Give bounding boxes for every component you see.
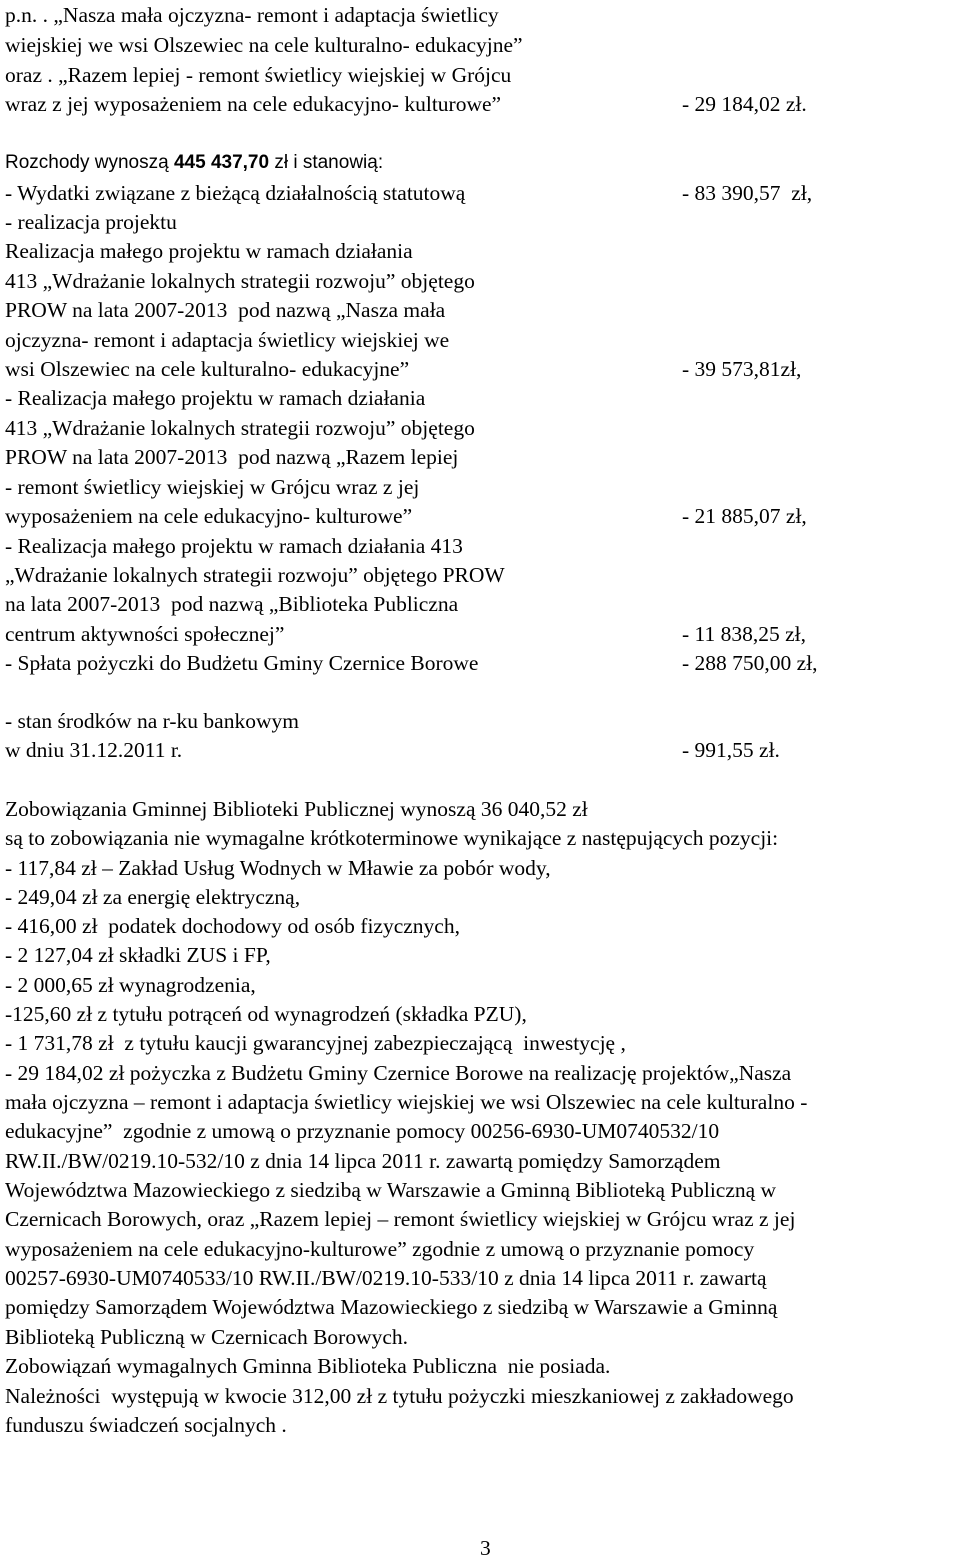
- header-line: p.n. . „Nasza mała ojczyzna- remont i adaptacja świetlicy: [5, 3, 499, 27]
- liability-line: Należności występują w kwocie 312,00 zł z tytułu pożyczki mieszkaniowej z zakładowego: [5, 1384, 794, 1408]
- liability-line: Zobowiązania Gminnej Biblioteki Publicznej wynoszą 36 040,52 zł: [5, 797, 588, 821]
- liability-line: pomiędzy Samorządem Województwa Mazowieckiego z siedzibą w Warszawie a Gminną: [5, 1295, 778, 1319]
- expense-line: Realizacja małego projektu w ramach działania: [5, 239, 413, 263]
- header-line: wraz z jej wyposażeniem na cele edukacyjno- kulturowe”: [5, 92, 502, 116]
- expense-line: na lata 2007-2013 pod nazwą „Biblioteka Publiczna: [5, 592, 459, 616]
- expense-line: - Spłata pożyczki do Budżetu Gminy Czernice Borowe: [5, 651, 479, 675]
- liability-line: Województwa Mazowieckiego z siedzibą w Warszawie a Gminną Biblioteką Publiczną w: [5, 1178, 777, 1202]
- balance-line: - stan środków na r-ku bankowym: [5, 709, 299, 733]
- expense-amount: - 11 838,25 zł,: [682, 622, 807, 646]
- expense-line: - Realizacja małego projektu w ramach działania: [5, 386, 426, 410]
- page-number: 3: [480, 1536, 491, 1560]
- liability-line: wyposażeniem na cele edukacyjno-kulturowe” zgodnie z umową o przyznanie pomocy: [5, 1237, 755, 1261]
- header-line: oraz . „Razem lepiej - remont świetlicy wiejskiej w Grójcu: [5, 63, 512, 87]
- expense-line: - Wydatki związane z bieżącą działalnością statutową: [5, 181, 466, 205]
- liability-line: 00257-6930-UM0740533/10 RW.II./BW/0219.10-533/10 z dnia 14 lipca 2011 r. zawartą: [5, 1266, 767, 1290]
- expense-line: - remont świetlicy wiejskiej w Grójcu wraz z jej: [5, 475, 420, 499]
- expense-line: ojczyzna- remont i adaptacja świetlicy wiejskiej we: [5, 328, 450, 352]
- balance-amount: - 991,55 zł.: [682, 738, 780, 762]
- header-amount: - 29 184,02 zł.: [682, 92, 807, 116]
- liability-line: Biblioteką Publiczną w Czernicach Borowych.: [5, 1325, 409, 1349]
- expense-amount: - 83 390,57 zł,: [682, 181, 813, 205]
- liability-line: mała ojczyzna – remont i adaptacja świetlicy wiejskiej we wsi Olszewiec na cele kulturalno -: [5, 1090, 808, 1114]
- liability-line: Zobowiązań wymagalnych Gminna Biblioteka Publiczna nie posiada.: [5, 1354, 611, 1378]
- expense-line: - Realizacja małego projektu w ramach działania 413: [5, 534, 463, 558]
- expenses-intro: [5, 148, 383, 178]
- liability-line: - 29 184,02 zł pożyczka z Budżetu Gminy Czernice Borowe na realizację projektów„Nasza: [5, 1061, 792, 1085]
- expense-amount: - 39 573,81zł,: [682, 357, 802, 381]
- liability-line: Czernicach Borowych, oraz „Razem lepiej – remont świetlicy wiejskiej w Grójcu wraz z jej: [5, 1207, 796, 1231]
- expense-line: centrum aktywności społecznej”: [5, 622, 285, 646]
- expense-line: wyposażeniem na cele edukacyjno- kulturowe”: [5, 504, 413, 528]
- expense-amount: - 21 885,07 zł,: [682, 504, 807, 528]
- expense-line: 413 „Wdrażanie lokalnych strategii rozwoju” objętego: [5, 269, 475, 293]
- liability-line: RW.II./BW/0219.10-532/10 z dnia 14 lipca 2011 r. zawartą pomiędzy Samorządem: [5, 1149, 721, 1173]
- expense-amount: - 288 750,00 zł,: [682, 651, 818, 675]
- expense-line: wsi Olszewiec na cele kulturalno- edukacyjne”: [5, 357, 410, 381]
- expenses-intro-suffix: zł i stanowią:: [269, 152, 384, 173]
- liability-line: -125,60 zł z tytułu potrąceń od wynagrodzeń (składka PZU),: [5, 1002, 527, 1026]
- liability-line: - 1 731,78 zł z tytułu kaucji gwarancyjnej zabezpieczającą inwestycję ,: [5, 1031, 626, 1055]
- liability-line: - 249,04 zł za energię elektryczną,: [5, 885, 301, 909]
- expense-line: 413 „Wdrażanie lokalnych strategii rozwoju” objętego: [5, 416, 475, 440]
- balance-line: w dniu 31.12.2011 r.: [5, 738, 183, 762]
- liability-line: funduszu świadczeń socjalnych .: [5, 1413, 287, 1437]
- liability-line: - 117,84 zł – Zakład Usług Wodnych w Mławie za pobór wody,: [5, 856, 551, 880]
- expenses-intro-prefix: Rozchody wynoszą: [5, 152, 174, 173]
- expense-line: - realizacja projektu: [5, 210, 177, 234]
- expenses-total: 445 437,70: [173, 152, 270, 173]
- liability-line: - 2 127,04 zł składki ZUS i FP,: [5, 943, 271, 967]
- liability-line: są to zobowiązania nie wymagalne krótkoterminowe wynikające z następujących pozycji:: [5, 826, 779, 850]
- liability-line: edukacyjne” zgodnie z umową o przyznanie pomocy 00256-6930-UM0740532/10: [5, 1119, 720, 1143]
- header-line: wiejskiej we wsi Olszewiec na cele kulturalno- edukacyjne”: [5, 33, 523, 57]
- liability-line: - 416,00 zł podatek dochodowy od osób fizycznych,: [5, 914, 460, 938]
- expense-line: PROW na lata 2007-2013 pod nazwą „Razem lepiej: [5, 445, 459, 469]
- expense-line: PROW na lata 2007-2013 pod nazwą „Nasza mała: [5, 298, 446, 322]
- liability-line: - 2 000,65 zł wynagrodzenia,: [5, 973, 256, 997]
- expense-line: „Wdrażanie lokalnych strategii rozwoju” objętego PROW: [5, 563, 505, 587]
